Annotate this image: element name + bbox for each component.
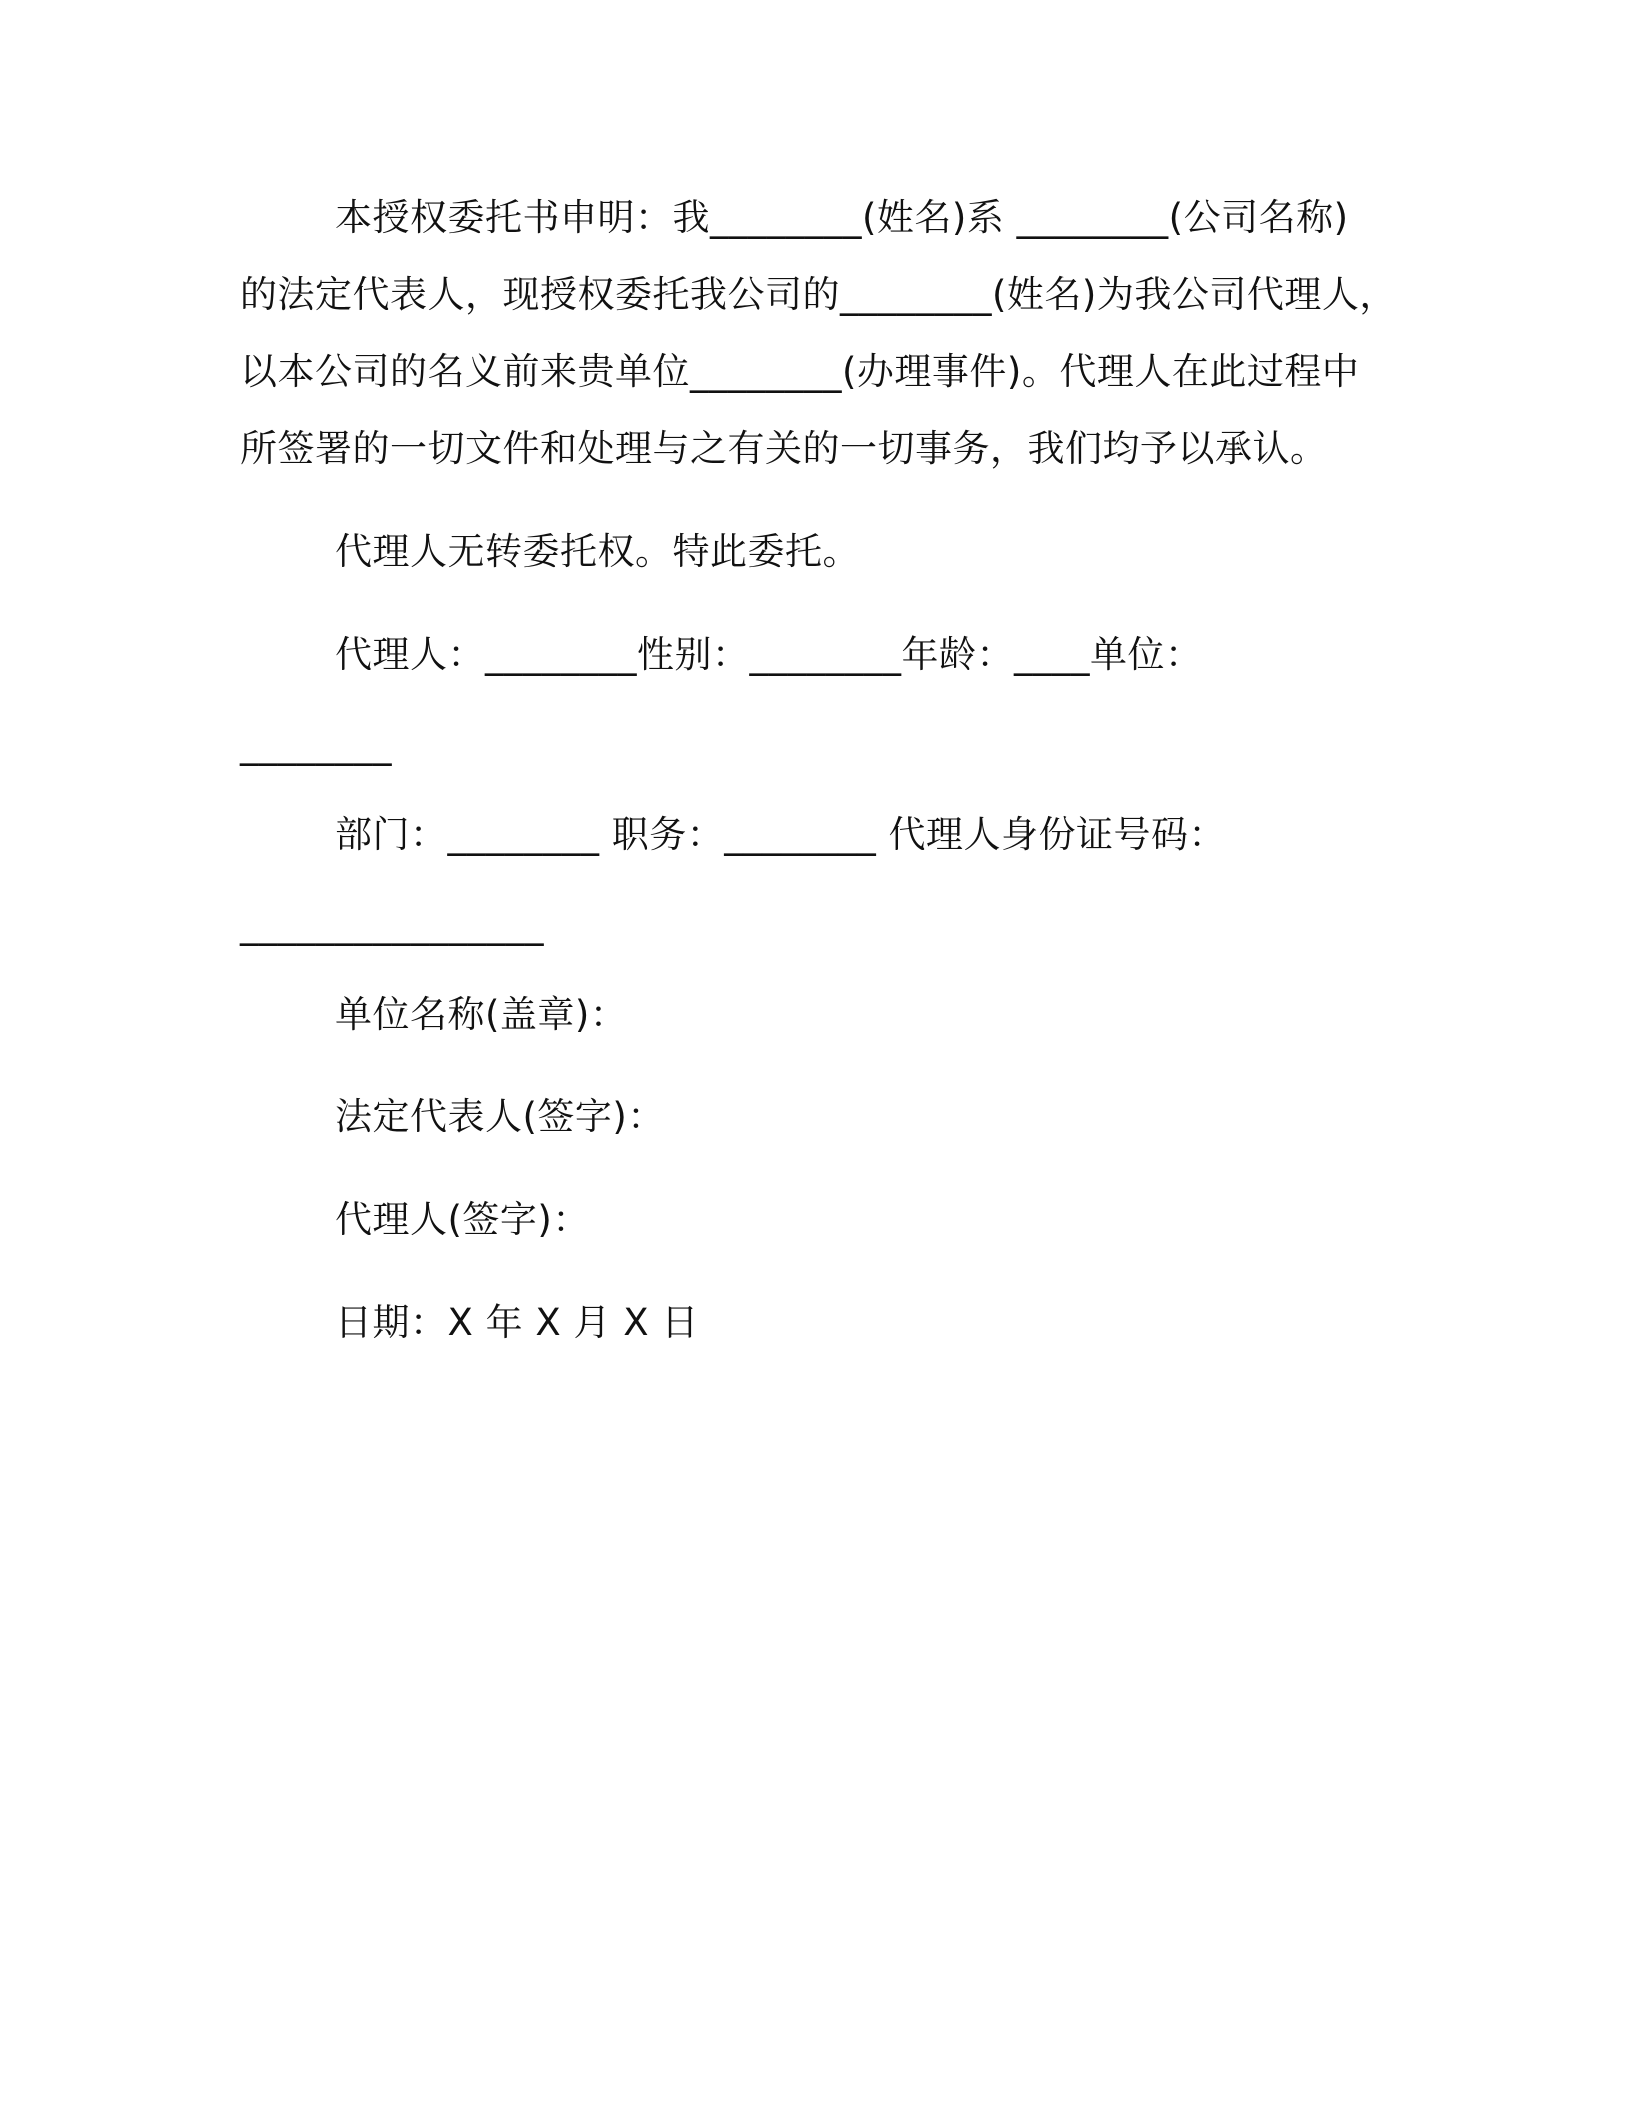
paragraph1-line1: 本授权委托书申明：我________(姓名)系 ________(公司名称) bbox=[335, 196, 1349, 239]
paragraph1-line3: 以本公司的名义前来贵单位________(办理事件)。代理人在此过程中 bbox=[240, 350, 1360, 393]
agent-info-line1: 代理人：________性别：________年龄：____单位： bbox=[335, 633, 1203, 676]
agent-signature: 代理人(签字)： bbox=[335, 1198, 590, 1241]
dept-info-line2: ________________ bbox=[240, 903, 544, 946]
date-line: 日期：X 年 X 月 X 日 bbox=[335, 1301, 699, 1344]
dept-info-line1: 部门：________ 职务：________ 代理人身份证号码： bbox=[335, 813, 1227, 856]
no-transfer-statement: 代理人无转委托权。特此委托。 bbox=[335, 530, 860, 573]
paragraph1-line2: 的法定代表人，现授权委托我公司的________(姓名)为我公司代理人， bbox=[240, 273, 1397, 316]
legal-rep-signature: 法定代表人(签字)： bbox=[335, 1095, 665, 1138]
unit-name-seal: 单位名称(盖章)： bbox=[335, 993, 628, 1036]
paragraph1-line4: 所签署的一切文件和处理与之有关的一切事务，我们均予以承认。 bbox=[240, 427, 1328, 470]
agent-info-line2: ________ bbox=[240, 723, 392, 766]
